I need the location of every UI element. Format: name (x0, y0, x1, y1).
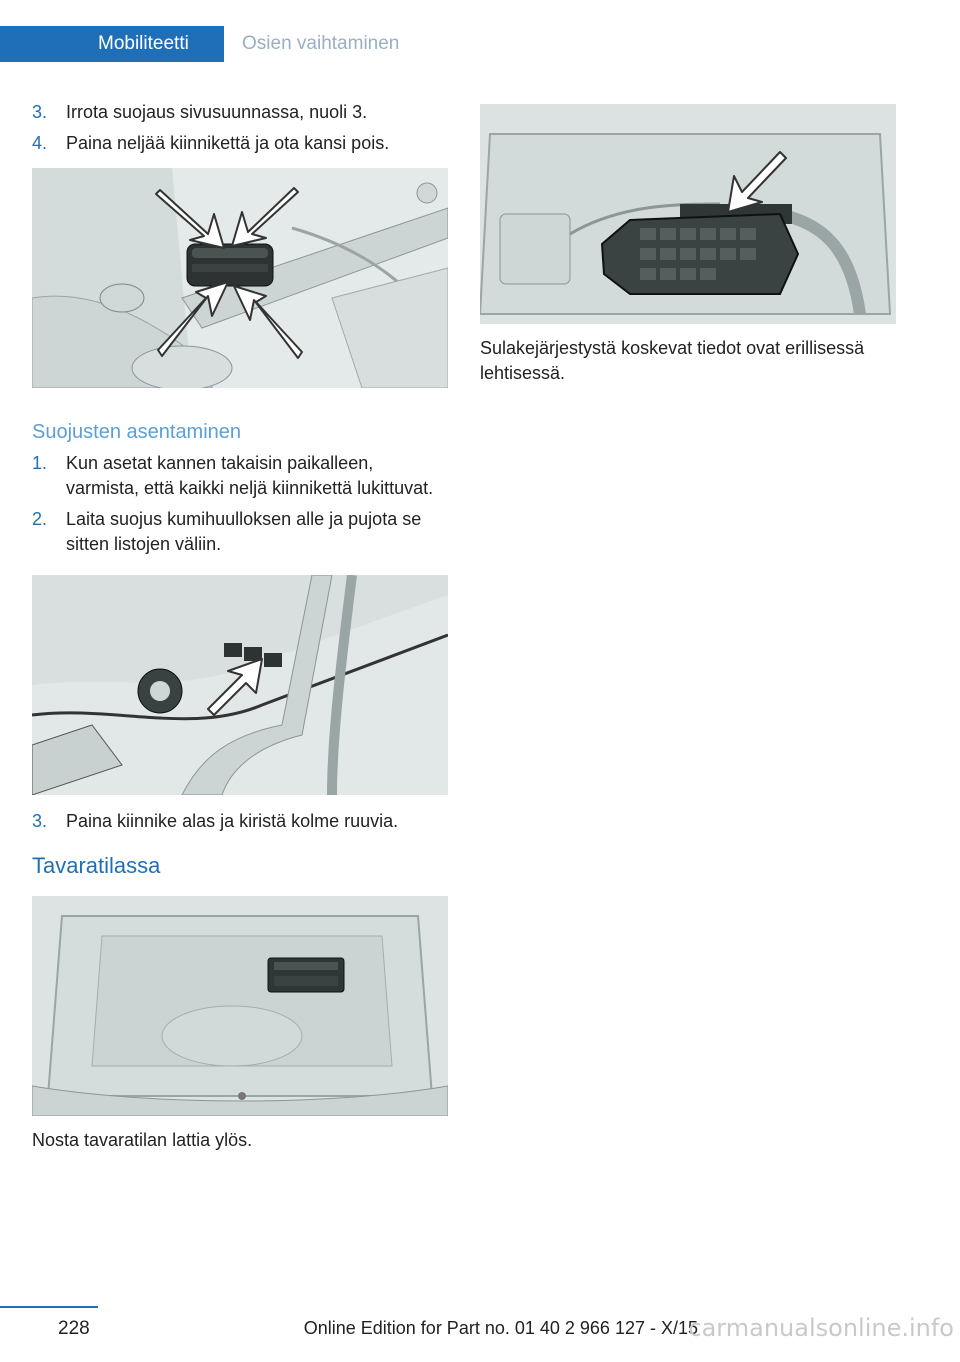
list-number: 4. (32, 133, 48, 153)
subheading-suojusten-asentaminen: Suojusten asentaminen (32, 421, 242, 443)
list-item (32, 131, 448, 156)
fuse-box-illustration (480, 104, 896, 324)
tab-mobiliteetti[interactable]: Mobiliteetti (0, 26, 224, 62)
edition-text: Online Edition for Part no. 01 40 2 966 127 - X/15 (303, 1318, 698, 1338)
list-text: Paina kiinnike alas ja kiristä kolme ruuvia. (66, 811, 399, 831)
tab-osien-vaihtaminen[interactable]: Osien vaihtaminen (224, 26, 895, 62)
list-item (32, 100, 448, 125)
watermark: carmanualsonline.info (688, 1314, 954, 1342)
lift-floor-text: Nosta tavaratilan lattia ylös. (32, 1130, 253, 1150)
left-column (32, 100, 448, 1153)
list-item (32, 451, 448, 501)
clip-illustration (32, 575, 448, 795)
footer-rule (0, 1306, 98, 1308)
list-text: Kun asetat kannen takaisin paikalleen, varmista, että kaikki neljä kiinnikettä lukittuvat. (66, 453, 434, 498)
list-number: 3. (32, 811, 48, 831)
section-heading-tavaratilassa: Tavaratilassa (32, 853, 161, 878)
list-item (32, 809, 448, 834)
page-number: 228 (58, 1318, 90, 1339)
list-number: 2. (32, 509, 48, 529)
list-text: Paina neljää kiinnikettä ja ota kansi pois. (66, 133, 390, 153)
fuse-info-text: Sulakejärjestystä koskevat tiedot ovat erillisessä lehtisessä. (480, 338, 865, 383)
header-tabs (0, 26, 895, 62)
list-item (32, 507, 448, 557)
list-text: Irrota suojaus sivusuunnassa, nuoli 3. (66, 102, 368, 122)
list-number: 1. (32, 453, 48, 473)
list-text: Laita suojus kumihuulloksen alle ja pujota se sitten listojen väliin. (66, 509, 422, 554)
right-column (480, 100, 896, 386)
cover-clips-illustration (32, 168, 448, 388)
list-number: 3. (32, 102, 48, 122)
trunk-illustration (32, 896, 448, 1116)
